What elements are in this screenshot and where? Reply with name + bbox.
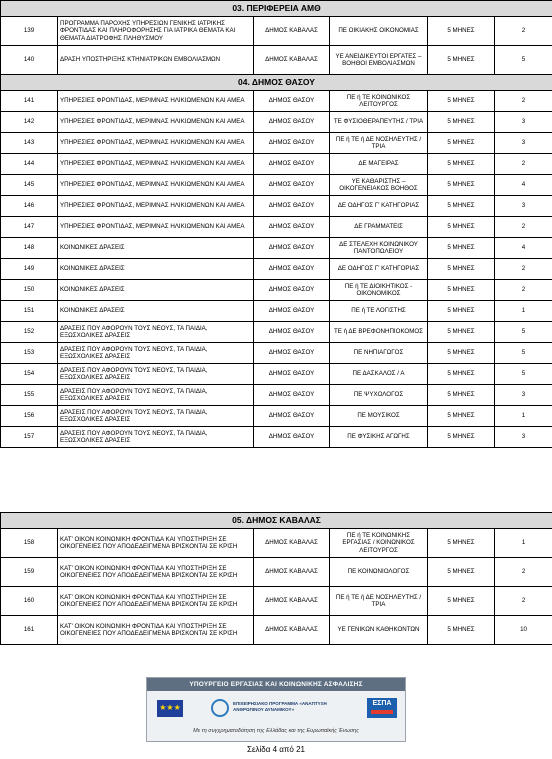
specialty: ΠΕ ή ΤΕ ΛΟΓΙΣΤΗΣ [330,301,428,322]
action-name: ΥΠΗΡΕΣΙΕΣ ΦΡΟΝΤΙΔΑΣ, ΜΕΡΙΜΝΑΣ ΗΛΙΚΙΩΜΕΝΩΝ ΚΑΙ ΑΜΕΑ [58,217,254,238]
action-name: ΚΑΤ' ΟΙΚΟΝ ΚΟΙΝΩΝΙΚΗ ΦΡΟΝΤΙΔΑ ΚΑΙ ΥΠΟΣΤΗΡΙΞΗ ΣΕ ΟΙΚΟΓΕΝΕΙΕΣ ΠΟΥ ΑΠΟΔΕΔΕΙΓΜΕΝΑ ΒΡΙΣΚΟΝΤΑΙ ΣΕ ΚΡΙΣΗ [58,616,254,645]
action-name: ΥΠΗΡΕΣΙΕΣ ΦΡΟΝΤΙΔΑΣ, ΜΕΡΙΜΝΑΣ ΗΛΙΚΙΩΜΕΝΩΝ ΚΑΙ ΑΜΕΑ [58,112,254,133]
action-name: ΔΡΑΣΕΙΣ ΠΟΥ ΑΦΟΡΟΥΝ ΤΟΥΣ ΝΕΟΥΣ, ΤΑ ΠΑΙΔΙΑ, ΕΞΩΣΧΟΛΙΚΕΣ ΔΡΑΣΕΙΣ [58,427,254,448]
action-name: ΚΑΤ' ΟΙΚΟΝ ΚΟΙΝΩΝΙΚΗ ΦΡΟΝΤΙΔΑ ΚΑΙ ΥΠΟΣΤΗΡΙΞΗ ΣΕ ΟΙΚΟΓΕΝΕΙΕΣ ΠΟΥ ΑΠΟΔΕΔΕΙΓΜΕΝΑ ΒΡΙΣΚΟΝΤΑΙ ΣΕ ΚΡΙΣΗ [58,529,254,558]
duration: 5 ΜΗΝΕΣ [428,587,495,616]
specialty: ΠΕ ή ΤΕ ή ΔΕ ΝΟΣΗΛΕΥΤΗΣ / ΤΡΙΑ [330,587,428,616]
positions-count: 3 [495,196,552,217]
table-row [1,280,552,301]
table-row [1,91,552,112]
row-number: 158 [1,529,58,558]
specialty: ΠΕ ΚΟΙΝΩΝΙΟΛΟΓΟΣ [330,558,428,587]
specialty: ΠΕ ή ΤΕ ή ΔΕ ΝΟΣΗΛΕΥΤΗΣ / ΤΡΙΑ [330,133,428,154]
positions-count: 4 [495,238,552,259]
positions-count: 3 [495,133,552,154]
duration: 5 ΜΗΝΕΣ [428,46,495,75]
specialty: ΠΕ ή ΤΕ ΔΙΟΙΚΗΤΙΚΟΣ - ΟΙΚΟΝΟΜΙΚΟΣ [330,280,428,301]
action-name: ΔΡΑΣΕΙΣ ΠΟΥ ΑΦΟΡΟΥΝ ΤΟΥΣ ΝΕΟΥΣ, ΤΑ ΠΑΙΔΙΑ, ΕΞΩΣΧΟΛΙΚΕΣ ΔΡΑΣΕΙΣ [58,343,254,364]
duration: 5 ΜΗΝΕΣ [428,175,495,196]
table-row [1,343,552,364]
positions-count: 2 [495,91,552,112]
specialty: ΠΕ ΜΟΥΣΙΚΟΣ [330,406,428,427]
action-name: ΠΡΟΓΡΑΜΜΑ ΠΑΡΟΧΗΣ ΥΠΗΡΕΣΙΩΝ ΓΕΝΙΚΗΣ ΙΑΤΡΙΚΗΣ ΦΡΟΝΤΙΔΑΣ ΚΑΙ ΠΛΗΡΟΦΟΡΗΣΗΣ ΓΙΑ ΙΑΤΡΙΚΑ ΘΕΜΑΤΑ ΚΑΙ ΘΕΜΑΤΑ ΔΙΑΤΡΟΦΗΣ ΠΛΗΘΥΣΜΟΥ [58,17,254,46]
body-name: ΔΗΜΟΣ ΘΑΣΟΥ [254,91,330,112]
duration: 5 ΜΗΝΕΣ [428,133,495,154]
table-row [1,301,552,322]
action-name: ΚΟΙΝΩΝΙΚΕΣ ΔΡΑΣΕΙΣ [58,280,254,301]
row-number: 145 [1,175,58,196]
positions-table-part-2 [0,512,552,645]
section-title: 04. ΔΗΜΟΣ ΘΑΣΟΥ [1,75,552,91]
body-name: ΔΗΜΟΣ ΘΑΣΟΥ [254,196,330,217]
table-row [1,558,552,587]
action-name: ΔΡΑΣΕΙΣ ΠΟΥ ΑΦΟΡΟΥΝ ΤΟΥΣ ΝΕΟΥΣ, ΤΑ ΠΑΙΔΙΑ, ΕΞΩΣΧΟΛΙΚΕΣ ΔΡΑΣΕΙΣ [58,364,254,385]
row-number: 140 [1,46,58,75]
body-name: ΔΗΜΟΣ ΘΑΣΟΥ [254,133,330,154]
body-name: ΔΗΜΟΣ ΘΑΣΟΥ [254,406,330,427]
row-number: 150 [1,280,58,301]
positions-count: 2 [495,259,552,280]
positions-count: 5 [495,46,552,75]
positions-count: 2 [495,280,552,301]
row-number: 142 [1,112,58,133]
body-name: ΔΗΜΟΣ ΘΑΣΟΥ [254,238,330,259]
body-name: ΔΗΜΟΣ ΘΑΣΟΥ [254,280,330,301]
table-row [1,238,552,259]
action-name: ΔΡΑΣΗ ΥΠΟΣΤΗΡΙΞΗΣ ΚΤΗΝΙΑΤΡΙΚΩΝ ΕΜΒΟΛΙΑΣΜΩΝ [58,46,254,75]
duration: 5 ΜΗΝΕΣ [428,616,495,645]
specialty: ΥΕ ΓΕΝΙΚΩΝ ΚΑΘΗΚΟΝΤΩΝ [330,616,428,645]
row-number: 141 [1,91,58,112]
positions-count: 2 [495,17,552,46]
duration: 5 ΜΗΝΕΣ [428,17,495,46]
row-number: 147 [1,217,58,238]
row-number: 149 [1,259,58,280]
specialty: ΔΕ ΟΔΗΓΟΣ Γ' ΚΑΤΗΓΟΡΙΑΣ [330,196,428,217]
table-row [1,616,552,645]
row-number: 160 [1,587,58,616]
positions-count: 1 [495,529,552,558]
row-number: 148 [1,238,58,259]
row-number: 152 [1,322,58,343]
espa-label: ΕΣΠΑ [372,700,392,707]
cofunding-caption: Με τη συγχρηματοδότηση της Ελλάδας και της Ευρωπαϊκής Ένωσης [193,728,359,734]
duration: 5 ΜΗΝΕΣ [428,259,495,280]
body-name: ΔΗΜΟΣ ΘΑΣΟΥ [254,301,330,322]
positions-count: 2 [495,154,552,175]
row-number: 139 [1,17,58,46]
positions-count: 4 [495,175,552,196]
specialty: ΠΕ ή ΤΕ ΚΟΙΝΩΝΙΚΟΣ ΛΕΙΤΟΥΡΓΟΣ [330,91,428,112]
duration: 5 ΜΗΝΕΣ [428,112,495,133]
row-number: 159 [1,558,58,587]
specialty: ΔΕ ΟΔΗΓΟΣ Γ' ΚΑΤΗΓΟΡΙΑΣ [330,259,428,280]
body-name: ΔΗΜΟΣ ΘΑΣΟΥ [254,364,330,385]
specialty: ΠΕ ΝΗΠΙΑΓΩΓΟΣ [330,343,428,364]
table-row [1,217,552,238]
specialty: ΥΕ ΑΝΕΙΔΙΚΕΥΤΟΙ ΕΡΓΑΤΕΣ – ΒΟΗΘΟΙ ΕΜΒΟΛΙΑΣΜΩΝ [330,46,428,75]
body-name: ΔΗΜΟΣ ΘΑΣΟΥ [254,217,330,238]
table-row [1,175,552,196]
duration: 5 ΜΗΝΕΣ [428,154,495,175]
action-name: ΚΟΙΝΩΝΙΚΕΣ ΔΡΑΣΕΙΣ [58,301,254,322]
body-name: ΔΗΜΟΣ ΘΑΣΟΥ [254,112,330,133]
positions-count: 3 [495,427,552,448]
body-name: ΔΗΜΟΣ ΘΑΣΟΥ [254,175,330,196]
duration: 5 ΜΗΝΕΣ [428,364,495,385]
page-number: Σελίδα 4 από 21 [247,745,305,754]
table-row [1,154,552,175]
body-name: ΔΗΜΟΣ ΚΑΒΑΛΑΣ [254,46,330,75]
specialty: ΠΕ ΟΙΚΙΑΚΗΣ ΟΙΚΟΝΟΜΙΑΣ [330,17,428,46]
duration: 5 ΜΗΝΕΣ [428,427,495,448]
action-name: ΔΡΑΣΕΙΣ ΠΟΥ ΑΦΟΡΟΥΝ ΤΟΥΣ ΝΕΟΥΣ, ΤΑ ΠΑΙΔΙΑ, ΕΞΩΣΧΟΛΙΚΕΣ ΔΡΑΣΕΙΣ [58,322,254,343]
specialty: ΔΕ ΣΤΕΛΕΧΗ ΚΟΙΝΩΝΙΚΟΥ ΠΑΝΤΟΠΩΛΕΙΟΥ [330,238,428,259]
row-number: 155 [1,385,58,406]
action-name: ΥΠΗΡΕΣΙΕΣ ΦΡΟΝΤΙΔΑΣ, ΜΕΡΙΜΝΑΣ ΗΛΙΚΙΩΜΕΝΩΝ ΚΑΙ ΑΜΕΑ [58,91,254,112]
action-name: ΔΡΑΣΕΙΣ ΠΟΥ ΑΦΟΡΟΥΝ ΤΟΥΣ ΝΕΟΥΣ, ΤΑ ΠΑΙΔΙΑ, ΕΞΩΣΧΟΛΙΚΕΣ ΔΡΑΣΕΙΣ [58,406,254,427]
specialty: ΔΕ ΜΑΓΕΙΡΑΣ [330,154,428,175]
action-name: ΔΡΑΣΕΙΣ ΠΟΥ ΑΦΟΡΟΥΝ ΤΟΥΣ ΝΕΟΥΣ, ΤΑ ΠΑΙΔΙΑ, ΕΞΩΣΧΟΛΙΚΕΣ ΔΡΑΣΕΙΣ [58,385,254,406]
duration: 5 ΜΗΝΕΣ [428,301,495,322]
body-name: ΔΗΜΟΣ ΚΑΒΑΛΑΣ [254,587,330,616]
row-number: 154 [1,364,58,385]
duration: 5 ΜΗΝΕΣ [428,238,495,259]
body-name: ΔΗΜΟΣ ΘΑΣΟΥ [254,322,330,343]
section-title: 03. ΠΕΡΙΦΕΡΕΙΑ ΑΜΘ [1,1,552,17]
duration: 5 ΜΗΝΕΣ [428,343,495,364]
positions-count: 2 [495,217,552,238]
body-name: ΔΗΜΟΣ ΘΑΣΟΥ [254,427,330,448]
body-name: ΔΗΜΟΣ ΘΑΣΟΥ [254,154,330,175]
table-row [1,17,552,46]
action-name: ΚΟΙΝΩΝΙΚΕΣ ΔΡΑΣΕΙΣ [58,238,254,259]
row-number: 157 [1,427,58,448]
espa-logo [367,698,397,718]
body-name: ΔΗΜΟΣ ΘΑΣΟΥ [254,385,330,406]
duration: 5 ΜΗΝΕΣ [428,196,495,217]
specialty: ΤΕ ΦΥΣΙΟΘΕΡΑΠΕΥΤΗΣ / ΤΡΙΑ [330,112,428,133]
body-name: ΔΗΜΟΣ ΘΑΣΟΥ [254,259,330,280]
table-row [1,587,552,616]
specialty: ΠΕ ή ΤΕ ΚΟΙΝΩΝΙΚΗΣ ΕΡΓΑΣΙΑΣ / ΚΟΙΝΩΝΙΚΟΣ ΛΕΙΤΟΥΡΓΟΣ [330,529,428,558]
eu-flag-icon: ★★★ [157,700,183,717]
funding-banner [146,677,406,742]
positions-count: 5 [495,322,552,343]
row-number: 144 [1,154,58,175]
specialty: ΔΕ ΓΡΑΜΜΑΤΕΙΣ [330,217,428,238]
program-name: ΕΠΙΧΕΙΡΗΣΙΑΚΟ ΠΡΟΓΡΑΜΜΑ «ΑΝΑΠΤΥΞΗ ΑΝΘΡΩΠΙΝΟΥ ΔΥΝΑΜΙΚΟΥ» [233,701,327,712]
duration: 5 ΜΗΝΕΣ [428,217,495,238]
row-number: 143 [1,133,58,154]
specialty: ΥΕ ΚΑΘΑΡΙΣΤΗΣ – ΟΙΚΟΓΕΝΕΙΑΚΟΣ ΒΟΗΘΟΣ [330,175,428,196]
duration: 5 ΜΗΝΕΣ [428,558,495,587]
ministry-title: ΥΠΟΥΡΓΕΙΟ ΕΡΓΑΣΙΑΣ ΚΑΙ ΚΟΙΝΩΝΙΚΗΣ ΑΣΦΑΛΙΣΗΣ [147,678,405,691]
positions-count: 3 [495,112,552,133]
table-row [1,196,552,217]
action-name: ΚΑΤ' ΟΙΚΟΝ ΚΟΙΝΩΝΙΚΗ ΦΡΟΝΤΙΔΑ ΚΑΙ ΥΠΟΣΤΗΡΙΞΗ ΣΕ ΟΙΚΟΓΕΝΕΙΕΣ ΠΟΥ ΑΠΟΔΕΔΕΙΓΜΕΝΑ ΒΡΙΣΚΟΝΤΑΙ ΣΕ ΚΡΙΣΗ [58,587,254,616]
table-row [1,46,552,75]
row-number: 151 [1,301,58,322]
row-number: 153 [1,343,58,364]
specialty: ΠΕ ΨΥΧΟΛΟΓΟΣ [330,385,428,406]
action-name: ΥΠΗΡΕΣΙΕΣ ΦΡΟΝΤΙΔΑΣ, ΜΕΡΙΜΝΑΣ ΗΛΙΚΙΩΜΕΝΩΝ ΚΑΙ ΑΜΕΑ [58,154,254,175]
logo-strip [147,691,405,725]
action-name: ΚΟΙΝΩΝΙΚΕΣ ΔΡΑΣΕΙΣ [58,259,254,280]
positions-count: 2 [495,558,552,587]
positions-count: 1 [495,301,552,322]
section-header [1,513,552,529]
row-number: 146 [1,196,58,217]
table-row [1,406,552,427]
duration: 5 ΜΗΝΕΣ [428,280,495,301]
table-row [1,259,552,280]
action-name: ΚΑΤ' ΟΙΚΟΝ ΚΟΙΝΩΝΙΚΗ ΦΡΟΝΤΙΔΑ ΚΑΙ ΥΠΟΣΤΗΡΙΞΗ ΣΕ ΟΙΚΟΓΕΝΕΙΕΣ ΠΟΥ ΑΠΟΔΕΔΕΙΓΜΕΝΑ ΒΡΙΣΚΟΝΤΑΙ ΣΕ ΚΡΙΣΗ [58,558,254,587]
row-number: 161 [1,616,58,645]
positions-count: 5 [495,364,552,385]
positions-count: 3 [495,385,552,406]
specialty: ΠΕ ΔΑΣΚΑΛΟΣ / Α [330,364,428,385]
body-name: ΔΗΜΟΣ ΚΑΒΑΛΑΣ [254,558,330,587]
table-row [1,529,552,558]
duration: 5 ΜΗΝΕΣ [428,529,495,558]
table-row [1,427,552,448]
section-title: 05. ΔΗΜΟΣ ΚΑΒΑΛΑΣ [1,513,552,529]
positions-count: 2 [495,587,552,616]
positions-count: 5 [495,343,552,364]
table-row [1,385,552,406]
positions-count: 1 [495,406,552,427]
section-header [1,75,552,91]
action-name: ΥΠΗΡΕΣΙΕΣ ΦΡΟΝΤΙΔΑΣ, ΜΕΡΙΜΝΑΣ ΗΛΙΚΙΩΜΕΝΩΝ ΚΑΙ ΑΜΕΑ [58,196,254,217]
specialty: ΤΕ ή ΔΕ ΒΡΕΦΟΝΗΠΙΟΚΟΜΟΣ [330,322,428,343]
program-logo-icon [211,699,229,717]
row-number: 156 [1,406,58,427]
body-name: ΔΗΜΟΣ ΚΑΒΑΛΑΣ [254,616,330,645]
positions-count: 10 [495,616,552,645]
specialty: ΠΕ ΦΥΣΙΚΗΣ ΑΓΩΓΗΣ [330,427,428,448]
section-header [1,1,552,17]
action-name: ΥΠΗΡΕΣΙΕΣ ΦΡΟΝΤΙΔΑΣ, ΜΕΡΙΜΝΑΣ ΗΛΙΚΙΩΜΕΝΩΝ ΚΑΙ ΑΜΕΑ [58,175,254,196]
duration: 5 ΜΗΝΕΣ [428,322,495,343]
body-name: ΔΗΜΟΣ ΚΑΒΑΛΑΣ [254,529,330,558]
duration: 5 ΜΗΝΕΣ [428,406,495,427]
action-name: ΥΠΗΡΕΣΙΕΣ ΦΡΟΝΤΙΔΑΣ, ΜΕΡΙΜΝΑΣ ΗΛΙΚΙΩΜΕΝΩΝ ΚΑΙ ΑΜΕΑ [58,133,254,154]
body-name: ΔΗΜΟΣ ΚΑΒΑΛΑΣ [254,17,330,46]
table-row [1,364,552,385]
duration: 5 ΜΗΝΕΣ [428,91,495,112]
table-row [1,322,552,343]
table-row [1,133,552,154]
table-row [1,112,552,133]
body-name: ΔΗΜΟΣ ΘΑΣΟΥ [254,343,330,364]
duration: 5 ΜΗΝΕΣ [428,385,495,406]
